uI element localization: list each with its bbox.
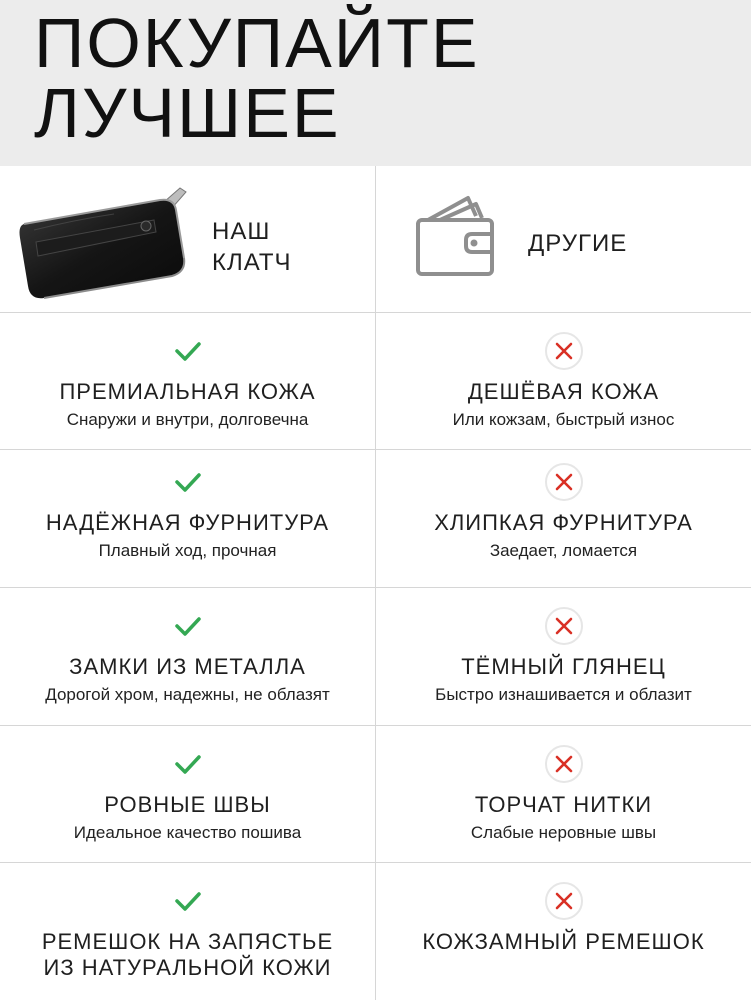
ours-title: РОВНЫЕ ШВЫ: [104, 792, 271, 817]
wallet-icon: [414, 190, 502, 280]
others-header-label: ДРУГИЕ: [528, 230, 628, 257]
comparison-row: [0, 450, 751, 587]
others-title: ХЛИПКАЯ ФУРНИТУРА: [434, 510, 693, 535]
hero-banner: [0, 0, 751, 166]
ours-label-line1: НАШ: [212, 218, 271, 245]
others-cell: [376, 313, 751, 449]
ours-label-line2: КЛАТЧ: [212, 249, 292, 276]
comparison-row: [0, 863, 751, 1000]
check-icon: [168, 606, 208, 646]
others-header: [376, 166, 751, 312]
ours-title-line2: ИЗ НАТУРАЛЬНОЙ КОЖИ: [43, 955, 332, 980]
others-cell: [376, 726, 751, 862]
comparison-row: [0, 588, 751, 725]
others-subtitle: Быстро изнашивается и облазит: [435, 685, 692, 704]
ours-subtitle: Плавный ход, прочная: [98, 541, 277, 560]
others-cell: [376, 588, 751, 725]
hero-title-line2: ЛУЧШЕЕ: [34, 74, 341, 152]
cross-icon: [544, 606, 584, 646]
cross-icon: [544, 331, 584, 371]
others-title: ДЕШЁВАЯ КОЖА: [467, 379, 660, 404]
ours-header-label: [212, 216, 292, 278]
others-title: ТОРЧАТ НИТКИ: [474, 792, 653, 817]
ours-cell: [0, 313, 375, 449]
ours-subtitle: Идеальное качество пошива: [73, 823, 302, 842]
others-cell: [376, 863, 751, 1000]
comparison-row: [0, 726, 751, 862]
cross-icon: [544, 744, 584, 784]
hero-title: [34, 4, 480, 152]
check-icon: [168, 462, 208, 502]
clutch-photo: [14, 180, 192, 302]
others-cell: [376, 450, 751, 587]
ours-title: НАДЁЖНАЯ ФУРНИТУРА: [45, 510, 330, 535]
ours-title: ПРЕМИАЛЬНАЯ КОЖА: [59, 379, 316, 404]
comparison-row: [0, 313, 751, 449]
hero-title-line1: ПОКУПАЙТЕ: [34, 4, 480, 82]
check-icon: [168, 331, 208, 371]
others-title: КОЖЗАМНЫЙ РЕМЕШОК: [422, 929, 705, 954]
cross-icon: [544, 462, 584, 502]
ours-subtitle: Снаружи и внутри, долговечна: [66, 410, 309, 429]
ours-cell: [0, 588, 375, 725]
others-title: ТЁМНЫЙ ГЛЯНЕЦ: [461, 654, 666, 679]
check-icon: [168, 744, 208, 784]
check-icon: [168, 881, 208, 921]
ours-title: ЗАМКИ ИЗ МЕТАЛЛА: [69, 654, 306, 679]
ours-header: [0, 166, 375, 312]
ours-cell: [0, 726, 375, 862]
ours-subtitle: Дорогой хром, надежны, не облазят: [45, 685, 330, 704]
ours-title-line1: РЕМЕШОК НА ЗАПЯСТЬЕ: [41, 929, 334, 954]
ours-cell: [0, 863, 375, 1000]
others-subtitle: Слабые неровные швы: [470, 823, 657, 842]
others-subtitle: Или кожзам, быстрый износ: [452, 410, 675, 429]
ours-cell: [0, 450, 375, 587]
cross-icon: [544, 881, 584, 921]
others-subtitle: Заедает, ломается: [489, 541, 638, 560]
